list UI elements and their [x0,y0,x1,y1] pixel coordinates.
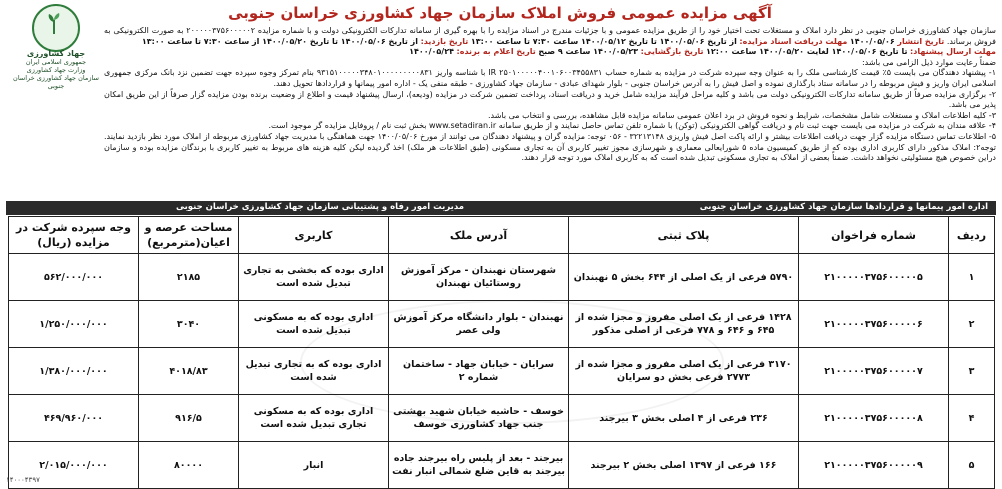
table-row [9,395,995,442]
note-item: ۵- اطلاعات تماس دستگاه مزایده گزار جهت دریافت اطلاعات بیشتر و ارائه پاکت اصل فیش واریزی ۳۲۲۱۳۱۴۸ - ۰۵۶ توجه: مزایده گران و پیشنهاد دهندگان می توانند از مورخ ۱۴۰۰/۰۵/۰۶ جهت هماهنگی با مدیریت جهاد کشاورزی مربوطه از املاک مورد نظر بازدید نمایند. توجه۲: املاک مذکور دارای کاربری اداری بوده که از طریق کمیسیون ماده ۵ شورایعالی معماری و شهرسازی مجوز تغییر کاربری آن به تجاری مسکونی (طبق اطلاعات هر ملک) اخذ گردیده لیکن کلیه هزینه های مربوط به تغییر کاربری با برندگان مزایده بوده و سازمان دراین خصوص هیچ مسئولیتی نخواهد داشت. ضمناً بعضی از املاک به تجاری مسکونی تبدیل شده است که به کاربری املاک مورد توجه قرار دهند. [104,131,996,163]
cell-call: ۲۱۰۰۰۰۰۳۷۵۶۰۰۰۰۰۵ [799,254,949,301]
note-item: ۲- برگزاری مزایده صرفاً از طریق سامانه تدارکات الکترونیکی دولت می باشد و کلیه مراحل فرآیند مزایده شامل خرید و دریافت اسناد، پرداخت تضمین شرکت در مزایده (ودیعه)، ارسال پیشنهاد قیمت و اطلاع از وضعیت برنده بودن مزایده گزار صرفاً از این طریق امکان پذیر می باشد. [104,89,996,110]
cell-plaque: ۲۳۶ فرعی از ۴ اصلی بخش ۳ بیرجند [569,395,799,442]
contracts-dept-label: اداره امور پیمانها و قراردادها سازمان جهاد کشاورزی خراسان جنوبی [699,202,988,212]
cell-deposit: ۱/۲۵۰/۰۰۰/۰۰۰ [9,301,139,348]
pub-date-label: تاریخ انتشار [897,36,945,46]
col-header-row: ردیف [949,217,995,254]
cell-usage: اداری بوده که به مسکونی تبدیل شده است [239,301,389,348]
opening-date-label: تاریخ بازگشایی: [640,47,704,57]
cell-plaque: ۱۴۲۸ فرعی از یک اصلی مفروز و مجزا شده از ۶۴۵ و ۶۴۶ و ۷۷۸ فرعی از اصلی مذکور [569,301,799,348]
cell-deposit: ۲/۰۱۵/۰۰۰/۰۰۰ [9,442,139,489]
properties-table [8,216,995,489]
note-item: ۳- کلیه اطلاعات املاک و مستغلات شامل مشخصات، شرایط و نحوه فروش در برد اعلان عمومی سامانه مزایده قابل مشاهده، بررسی و انتخاب می باشد. [487,110,996,120]
cell-deposit: ۱/۳۸۰/۰۰۰/۰۰۰ [9,348,139,395]
cell-call: ۲۱۰۰۰۰۰۳۷۵۶۰۰۰۰۰۶ [799,301,949,348]
table-header-row [9,217,995,254]
table-row [9,254,995,301]
submit-deadline: تا تاریخ ۱۴۰۰/۰۵/۰۶ لغایت ۱۴۰۰/۰۵/۲۰ ساعت ۱۲:۰۰ [706,47,908,57]
logo-text-main: جهاد کشاورزی [26,49,86,58]
cell-row: ۴ [949,395,995,442]
cell-usage: اداری بوده که به تجاری تبدیل شده است [239,348,389,395]
cell-plaque: ۳۱۷۰ فرعی از یک اصلی مفروز و مجزا شده از ۲۷۷۳ فرعی بخش دو سرایان [569,348,799,395]
note-item: ۴- علاقه مندان به شرکت در مزایده می بایست جهت ثبت نام و دریافت گواهی الکترونیکی (توکن) با شماره تلفن تماس حاصل نمایند و از طریق سامانه www.setadiran.ir بخش ثبت نام / پروفایل مزایده گر موجود است. [268,121,996,131]
cell-address: خوسف - حاشیه خیابان شهید بهشتی جنب جهاد کشاورزی خوسف [389,395,569,442]
logo-text-org: سازمان جهاد کشاورزی خراسان جنوبی [13,74,99,90]
cell-area: ۲۱۸۵ [139,254,239,301]
notes-title: ضمناً رعایت موارد ذیل الزامی می باشد: [861,57,996,67]
logo-text-sub: وزارت جهاد کشاورزی [26,66,86,74]
col-header-deposit: وجه سپرده شرکت در مزایده (ریال) [9,217,139,254]
logo [6,4,106,90]
col-header-area: مساحت عرصه و اعیان(مترمربع) [139,217,239,254]
logo-caption [6,50,106,90]
doc-deadline-label: مهلت دریافت اسناد مزایده: [739,36,848,46]
cell-deposit: ۴۶۹/۹۶۰/۰۰۰ [9,395,139,442]
section-header-bar [6,201,996,215]
cell-call: ۲۱۰۰۰۰۰۳۷۵۶۰۰۰۰۰۹ [799,442,949,489]
cell-row: ۳ [949,348,995,395]
doc-deadline: از تاریخ ۱۴۰۰/۰۵/۰۶ تا تاریخ ۱۴۰۰/۰۵/۱۲ ساعت ۷:۳۰ تا ساعت ۱۳:۰۰ [470,36,737,46]
cell-area: ۹۱۶/۵ [139,395,239,442]
logo-text-top: جمهوری اسلامی ایران [25,58,87,66]
cell-row: ۵ [949,442,995,489]
opening-date: ۱۴۰۰/۰۵/۲۳ ساعت ۹ صبح [538,47,639,57]
visit-date: از تاریخ ۱۴۰۰/۰۵/۰۶ تا تاریخ ۱۴۰۰/۰۵/۲۰ از ساعت ۷:۳۰ تا ساعت ۱۳:۰۰ [141,36,419,46]
cell-area: ۸۰۰۰۰ [139,442,239,489]
sprout-icon [47,12,61,34]
cell-usage: اداری بوده که به مسکونی تجاری تبدیل شده است [239,395,389,442]
welfare-dept-label: مدیریت امور رفاه و پشتیبانی سازمان جهاد کشاورزی خراسان جنوبی [176,202,464,212]
col-header-call: شماره فراخوان [799,217,949,254]
cell-call: ۲۱۰۰۰۰۰۳۷۵۶۰۰۰۰۰۷ [799,348,949,395]
announce-date-label: تاریخ اعلام به برنده: [456,47,536,57]
table-row [9,348,995,395]
visit-date-label: تاریخ بازدید: [420,36,469,46]
note-item: ۱- پیشنهاد دهندگان می بایست ۵٪ قیمت کارشناسی ملک را به عنوان وجه سپرده شرکت در مزایده به شماره حساب IR ۲۵۰۱۰۰۰۰۰۴۰۰۱۰۶۰۰۳۴۵۵۸۳۱ با شناسه واریز ۹۳۱۵۱۰۰۰۰۰۳۴۸۰۱۰۰۰۰۰۰۰۰۰۸۳۱ بنام تمرکز وجوه سپرده جهت تضمین نزد بانک مرکزی جمهوری اسلامی ایران واریز و فیش مربوطه را در سامانه ستاد بارگذاری نموده و اصل فیش را به آدرس خراسان جنوبی - بلوار شهدای عبادی - سازمان جهاد کشاورزی - طبقه منفی یک - اداره امور پیمانها و قراردادها تحویل دهند. [104,68,996,88]
cell-usage: انبار [239,442,389,489]
col-header-usage: کاربری [239,217,389,254]
cell-address: شهرستان نهبندان - مرکز آموزش روستائیان نهبندان [389,254,569,301]
cell-row: ۲ [949,301,995,348]
footer-code: ۱۴۰۰۰۴۳۹۷ [6,476,40,484]
cell-address: بیرجند - بعد از پلیس راه بیرجند جاده بیرجند به قاین ضلع شمالی انبار نفت [389,442,569,489]
submit-deadline-label: مهلت ارسال پیشنهاد: [910,47,996,57]
cell-area: ۳۰۴۰ [139,301,239,348]
cell-row: ۱ [949,254,995,301]
col-header-address: آدرس ملک [389,217,569,254]
pub-date: ۱۴۰۰/۰۵/۰۶ [849,36,895,46]
cell-usage: اداری بوده که بخشی به تجاری تبدیل شده است [239,254,389,301]
intro-text [104,26,996,200]
table-row [9,442,995,489]
announce-date: ۱۴۰۰/۰۵/۲۴ [409,47,454,57]
intro-lead: سازمان جهاد کشاورزی خراسان جنوبی در نظر دارد املاک و مستغلات تحت اختیار خود را از طریق مزایده عمومی و با جزئیات مندرج در اسناد مزایده را با بهره گیری از سامانه تدارکات الکترونیکی دولت و با شماره مزایده ۲۰۰۰۰۰۳۷۵۶۰۰۰۰۰۲ به صورت الکترونیکی به فروش برساند. [104,26,996,46]
cell-area: ۴۰۱۸/۸۳ [139,348,239,395]
cell-plaque: ۱۶۶ فرعی از ۱۳۹۷ اصلی بخش ۲ بیرجند [569,442,799,489]
cell-deposit: ۵۶۲/۰۰۰/۰۰۰ [9,254,139,301]
cell-address: سرایان - خیابان جهاد - ساختمان شماره ۲ [389,348,569,395]
cell-call: ۲۱۰۰۰۰۰۳۷۵۶۰۰۰۰۰۸ [799,395,949,442]
table-row [9,301,995,348]
jihad-emblem-icon [32,4,80,52]
cell-plaque: ۵۷۹۰ فرعی از یک اصلی از ۶۴۴ بخش ۵ نهبندان [569,254,799,301]
col-header-plaque: پلاک ثبتی [569,217,799,254]
page-title: آگهی مزایده عمومی فروش املاک سازمان جهاد کشاورزی خراسان جنوبی [228,4,772,22]
cell-address: نهبندان - بلوار دانشگاه مرکز آموزش ولی عصر [389,301,569,348]
